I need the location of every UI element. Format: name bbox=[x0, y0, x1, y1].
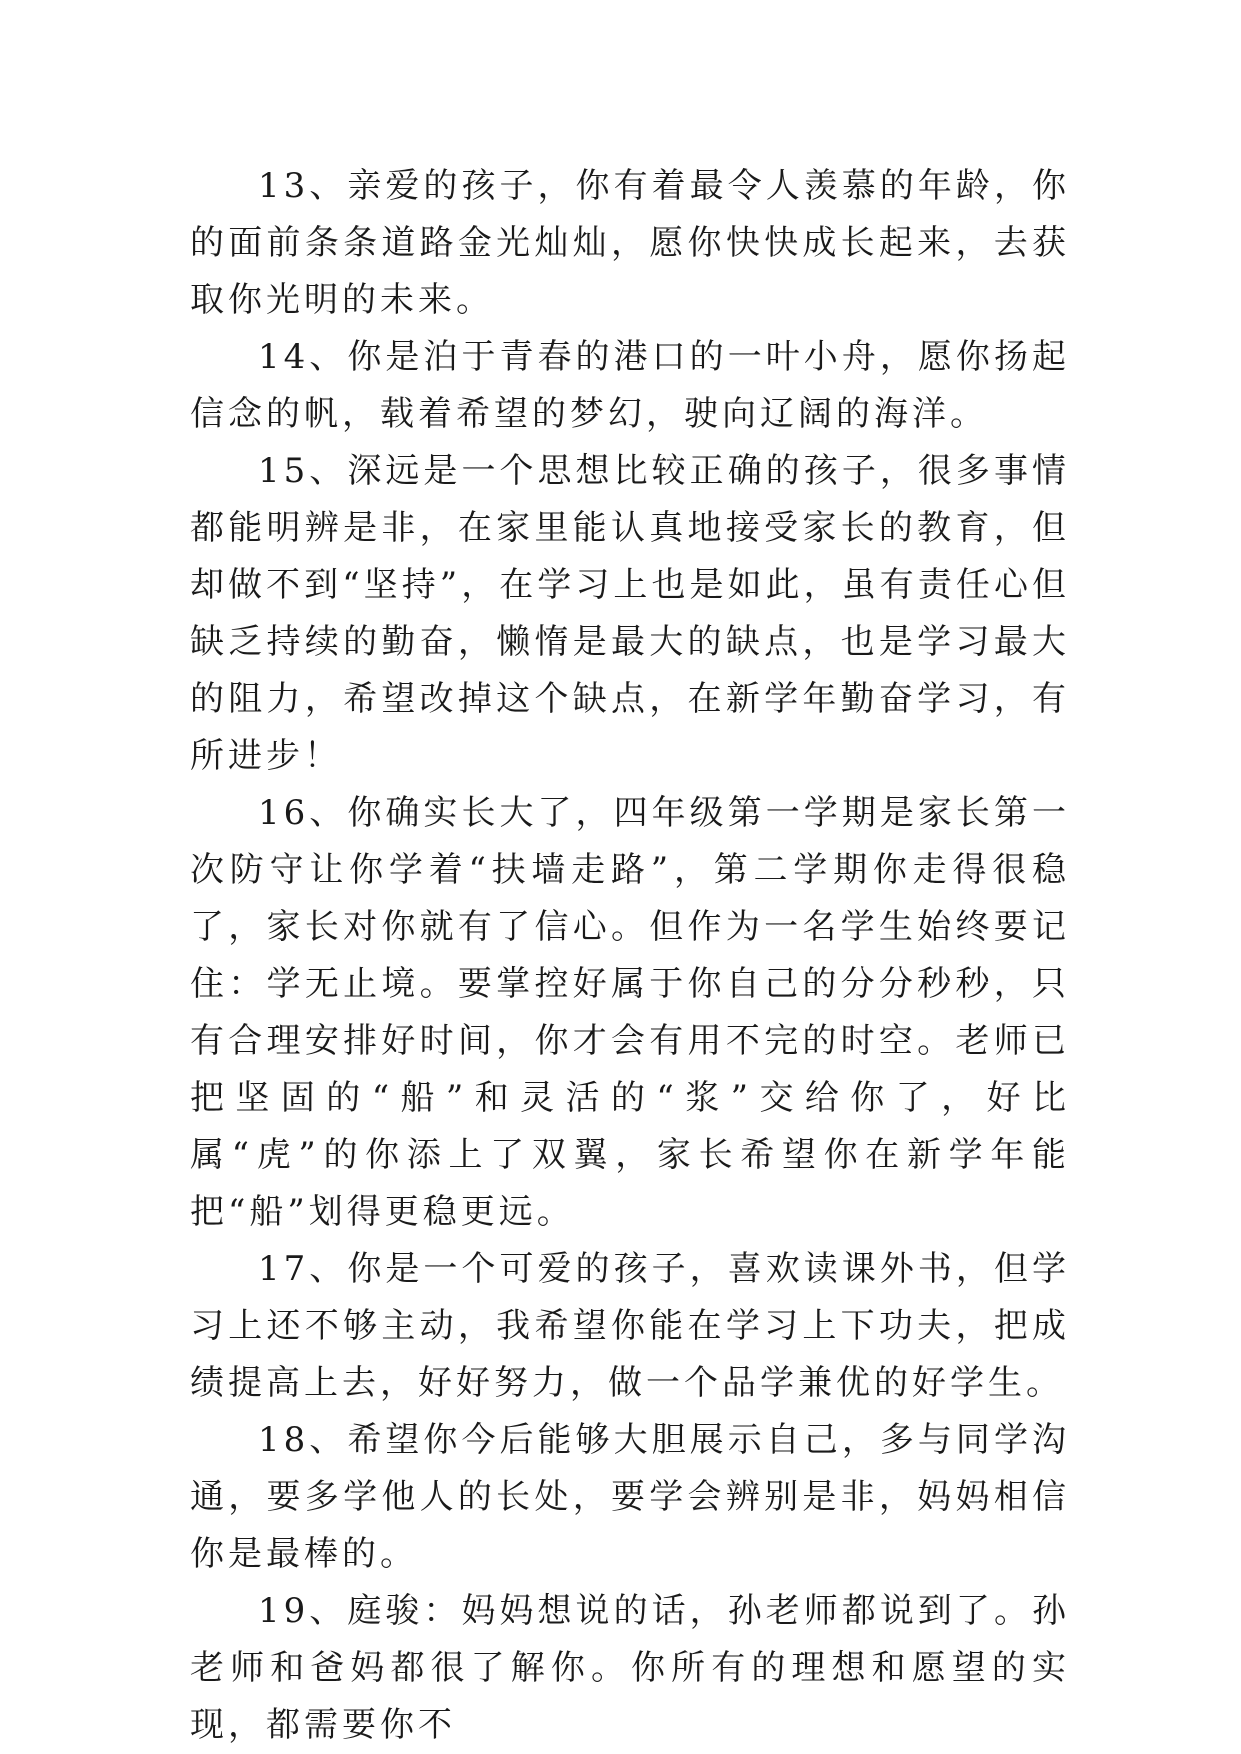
paragraph-16: 16、你确实长大了，四年级第一学期是家长第一次防守让你学着“扶墙走路”，第二学期你走得很稳了，家长对你就有了信心。但作为一名学生始终要记住：学无止境。要掌控好属于你自己的分分秒秒，只有合理安排好时间，你才会有用不完的时空。老师已把坚固的“船”和灵活的“浆”交给你了，好比属“虎”的你添上了双翼，家长希望你在新学年能把“船”划得更稳更远。 bbox=[190, 793, 1070, 1232]
paragraph-14: 14、你是泊于青春的港口的一叶小舟，愿你扬起信念的帆，载着希望的梦幻，驶向辽阔的海洋。 bbox=[190, 337, 1070, 434]
paragraph-18: 18、希望你今后能够大胆展示自己，多与同学沟通，要多学他人的长处，要学会辨别是非，妈妈相信你是最棒的。 bbox=[190, 1420, 1070, 1574]
paragraph-17: 17、你是一个可爱的孩子，喜欢读课外书，但学习上还不够主动，我希望你能在学习上下功夫，把成绩提高上去，好好努力，做一个品学兼优的好学生。 bbox=[190, 1249, 1070, 1403]
paragraph-19: 19、庭骏：妈妈想说的话，孙老师都说到了。孙老师和爸妈都很了解你。你所有的理想和愿望的实现，都需要你不 bbox=[190, 1591, 1070, 1745]
paragraph-15: 15、深远是一个思想比较正确的孩子，很多事情都能明辨是非，在家里能认真地接受家长的教育，但却做不到“坚持”，在学习上也是如此，虽有责任心但缺乏持续的勤奋，懒惰是最大的缺点，也是学习最大的阻力，希望改掉这个缺点，在新学年勤奋学习，有所进步！ bbox=[190, 451, 1070, 776]
document-body bbox=[190, 158, 1070, 1754]
paragraph-13: 13、亲爱的孩子，你有着最令人羡慕的年龄，你的面前条条道路金光灿灿，愿你快快成长起来，去获取你光明的未来。 bbox=[190, 166, 1070, 320]
